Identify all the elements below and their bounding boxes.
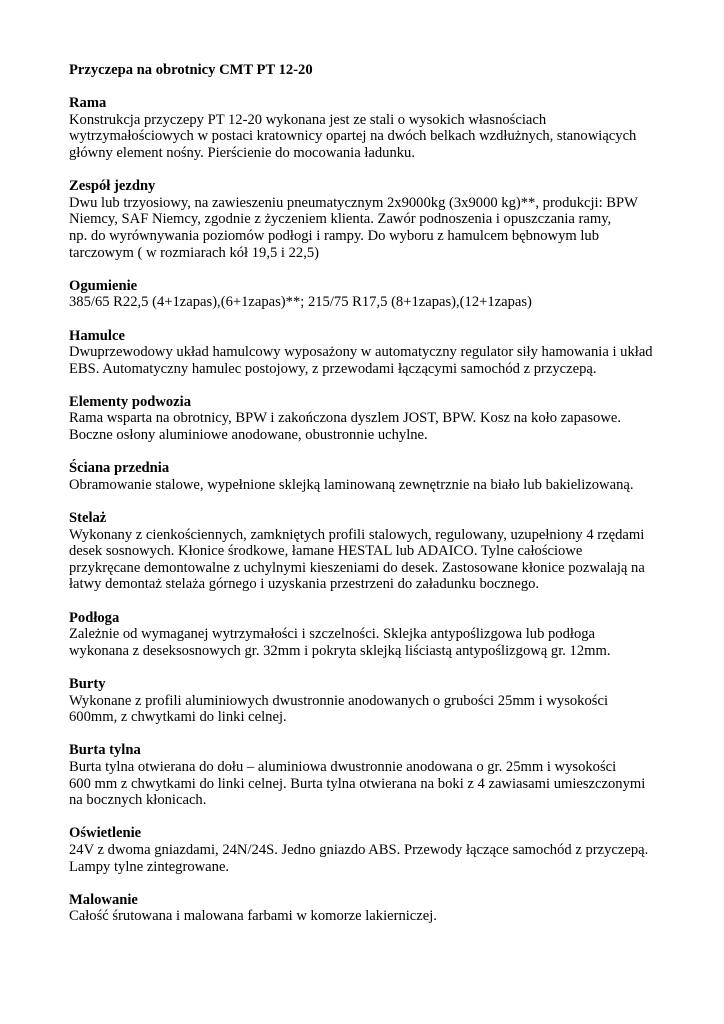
section-heading: Zespół jezdny (69, 178, 156, 195)
section-text-line: Wykonane z profili aluminiowych dwustronnie anodowanych o grubości 25mm i wysokości (69, 692, 608, 709)
section-text-line: Obramowanie stalowe, wypełnione sklejką laminowaną zewnętrznie na biało lub bakielizowaną. (69, 476, 634, 493)
section-heading: Ogumienie (69, 277, 138, 294)
section (69, 95, 669, 161)
section-heading: Elementy podwozia (69, 393, 192, 410)
section-text-line: Rama wsparta na obrotnicy, BPW i zakończona dyszlem JOST, BPW. Kosz na koło zapasowe. (69, 410, 622, 427)
section-text-line: Burta tylna otwierana do dołu – aluminiowa dwustronnie anodowana o gr. 25mm i wysokości (69, 758, 617, 775)
section-text-line: 600 mm z chwytkami do linki celnej. Burta tylna otwierana na boki z 4 zawiasami umieszczonymi (69, 775, 646, 792)
section-text-line: np. do wyrównywania poziomów podłogi i rampy. Do wyboru z hamulcem bębnowym lub (69, 227, 600, 244)
section-text-line: Dwuprzewodowy układ hamulcowy wyposażony w automatyczny regulator siły hamowania i układ (69, 344, 653, 361)
section-heading: Malowanie (69, 891, 138, 908)
section (69, 610, 669, 660)
section-text-line: przykręcane demontowalne z uchylnymi kieszeniami do desek. Zastosowane kłonice pozwalają na (69, 559, 645, 576)
section-heading: Hamulce (69, 327, 125, 344)
section-text-line: na bocznych kłonicach. (69, 792, 207, 809)
document-sections (69, 95, 669, 925)
section (69, 742, 669, 808)
section-text-line: Wykonany z cienkościennych, zamkniętych profili stalowych, regulowany, uzupełniony 4 rzędami (69, 526, 645, 543)
section-heading: Burty (69, 675, 106, 692)
document-page (69, 62, 669, 941)
section-heading: Podłoga (69, 609, 120, 626)
section (69, 394, 669, 444)
document-title: Przyczepa na obrotnicy CMT PT 12-20 (69, 62, 313, 78)
section-text-line: tarczowym ( w rozmiarach kół 19,5 i 22,5) (69, 244, 320, 261)
section (69, 510, 669, 593)
section-text-line: Niemcy, SAF Niemcy, zgodnie z życzeniem klienta. Zawór podnoszenia i opuszczania ramy, (69, 211, 612, 228)
section (69, 278, 669, 311)
section-text-line: Konstrukcja przyczepy PT 12-20 wykonana jest ze stali o wysokich własnościach (69, 111, 547, 128)
section (69, 892, 669, 925)
section (69, 460, 669, 493)
section-heading: Oświetlenie (69, 825, 142, 842)
section-text-line: 24V z dwoma gniazdami, 24N/24S. Jedno gniazdo ABS. Przewody łączące samochód z przyczepą. (69, 841, 649, 858)
section-heading: Burta tylna (69, 742, 141, 759)
section-text-line: łatwy demontaż stelaża górnego i uzyskania przestrzeni do załadunku bocznego. (69, 576, 540, 593)
section-text-line: Zależnie od wymaganej wytrzymałości i szczelności. Sklejka antypoślizgowa lub podłoga (69, 626, 596, 643)
section-text-line: EBS. Automatyczny hamulec postojowy, z przewodami łączącymi samochód z przyczepą. (69, 360, 597, 377)
section-text-line: 600mm, z chwytkami do linki celnej. (69, 709, 287, 726)
section-text-line: desek sosnowych. Kłonice środkowe, łamane HESTAL lub ADAICO. Tylne całościowe (69, 543, 583, 560)
section-text-line: Lampy tylne zintegrowane. (69, 858, 230, 875)
section-text-line: Boczne osłony aluminiowe anodowane, obustronnie uchylne. (69, 427, 428, 444)
section-text-line: 385/65 R22,5 (4+1zapas),(6+1zapas)**; 215/75 R17,5 (8+1zapas),(12+1zapas) (69, 294, 532, 311)
section-text-line: główny element nośny. Pierścienie do mocowania ładunku. (69, 144, 415, 161)
section-heading: Rama (69, 95, 107, 112)
section-heading: Stelaż (69, 510, 107, 527)
section-text-line: Całość śrutowana i malowana farbami w komorze lakierniczej. (69, 908, 437, 925)
section (69, 178, 669, 261)
section-heading: Ściana przednia (69, 460, 170, 477)
section-text-line: Dwu lub trzyosiowy, na zawieszeniu pneumatycznym 2x9000kg (3x9000 kg)**, produkcji: BPW (69, 194, 638, 211)
section-text-line: wykonana z deseksosnowych gr. 32mm i pokryta sklejką liściastą antypoślizgową gr. 12mm. (69, 642, 611, 659)
section-text-line: wytrzymałościowych w postaci kratownicy opartej na dwóch belkach wzdłużnych, stanowiących (69, 128, 637, 145)
section (69, 676, 669, 726)
section (69, 328, 669, 378)
section (69, 825, 669, 875)
